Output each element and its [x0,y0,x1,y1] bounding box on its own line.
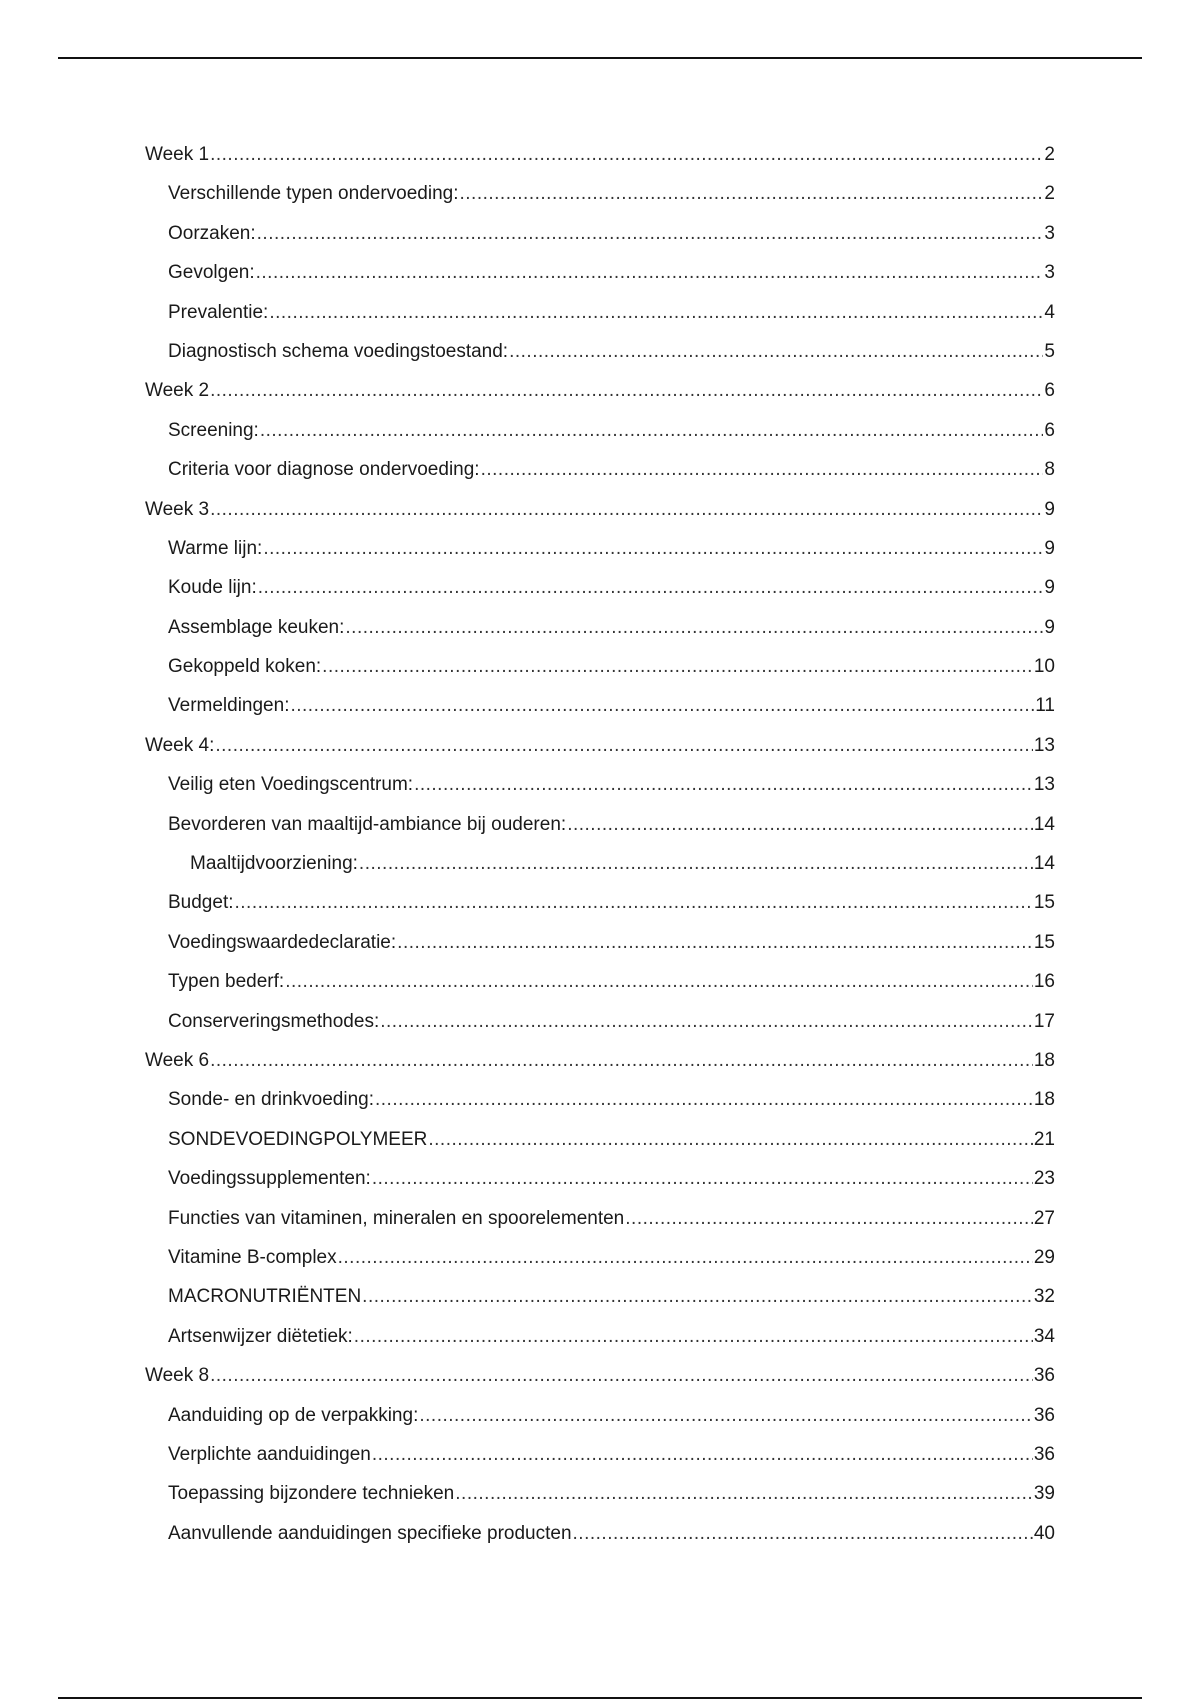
toc-entry[interactable] [145,1088,1055,1127]
toc-entry-page-number: 2 [1044,183,1055,205]
toc-entry[interactable] [145,261,1055,300]
toc-entry[interactable] [145,458,1055,497]
toc-dot-leader [210,1364,1033,1388]
toc-entry-title: Oorzaken: [168,222,256,244]
toc-entry-page-number: 6 [1044,380,1055,402]
toc-dot-leader [362,1285,1033,1309]
toc-entry-page-number: 14 [1033,853,1055,875]
toc-entry-title: Aanvullende aanduidingen specifieke producten [168,1522,572,1544]
toc-dot-leader [419,1404,1033,1428]
toc-entry-title: Vermeldingen: [168,695,290,717]
toc-entry-title: Artsenwijzer diëtetiek: [168,1325,353,1347]
toc-dot-leader [260,419,1044,443]
toc-entry-title: Screening: [168,419,259,441]
toc-dot-leader [210,1049,1033,1073]
toc-entry-page-number: 36 [1033,1365,1055,1387]
toc-entry-title: Gekoppeld koken: [168,656,322,678]
toc-dot-leader [210,379,1043,403]
toc-entry[interactable] [145,419,1055,458]
toc-entry[interactable] [145,1522,1055,1561]
toc-entry[interactable] [145,1482,1055,1521]
toc-entry-title: Week 2 [145,380,210,402]
toc-entry-title: MACRONUTRIËNTEN [168,1286,362,1308]
toc-dot-leader [455,1482,1033,1506]
toc-entry-title: Conserveringsmethodes: [168,1010,380,1032]
footer-rule [58,1697,1142,1699]
toc-entry[interactable] [145,970,1055,1009]
toc-dot-leader [210,498,1043,522]
toc-entry-page-number: 36 [1033,1404,1055,1426]
toc-entry-title: Week 3 [145,498,210,520]
toc-entry-page-number: 15 [1033,931,1055,953]
toc-entry-page-number: 18 [1033,1089,1055,1111]
toc-entry-page-number: 4 [1044,301,1055,323]
toc-entry-title: Diagnostisch schema voedingstoestand: [168,340,509,362]
toc-entry-page-number: 5 [1044,340,1055,362]
toc-dot-leader [481,458,1044,482]
toc-dot-leader [345,616,1043,640]
toc-entry[interactable] [145,1167,1055,1206]
toc-entry-title: Verschillende typen ondervoeding: [168,183,459,205]
header-rule [58,57,1142,59]
toc-dot-leader [338,1246,1033,1270]
toc-entry-title: Verplichte aanduidingen [168,1443,371,1465]
toc-entry-page-number: 32 [1033,1286,1055,1308]
toc-dot-leader [258,576,1044,600]
toc-dot-leader [509,340,1043,364]
toc-dot-leader [375,1088,1033,1112]
toc-entry-title: Functies van vitaminen, mineralen en spoorelementen [168,1207,625,1229]
toc-entry-title: Voedingssupplementen: [168,1168,371,1190]
toc-dot-leader [625,1207,1033,1231]
toc-entry-week[interactable] [145,498,1055,537]
toc-entry-title: Aanduiding op de verpakking: [168,1404,419,1426]
toc-entry-title: Week 4: [145,734,215,756]
toc-entry-page-number: 9 [1044,616,1055,638]
toc-entry-page-number: 16 [1033,971,1055,993]
toc-entry-page-number: 15 [1033,892,1055,914]
toc-dot-leader [354,1325,1033,1349]
toc-entry-page-number: 6 [1044,419,1055,441]
toc-dot-leader [290,694,1034,718]
toc-dot-leader [285,970,1033,994]
toc-entry-title: Veilig eten Voedingscentrum: [168,774,414,796]
toc-entry[interactable] [145,931,1055,970]
toc-dot-leader [372,1443,1033,1467]
toc-entry-title: SONDEVOEDINGPOLYMEER [168,1128,428,1150]
toc-entry-page-number: 40 [1033,1522,1055,1544]
toc-dot-leader [428,1128,1032,1152]
toc-entry-page-number: 17 [1033,1010,1055,1032]
toc-entry[interactable] [145,1246,1055,1285]
toc-entry-page-number: 36 [1033,1443,1055,1465]
toc-entry[interactable] [145,1443,1055,1482]
toc-entry-page-number: 9 [1044,577,1055,599]
toc-dot-leader [380,1010,1033,1034]
toc-entry-title: Sonde- en drinkvoeding: [168,1089,374,1111]
toc-entry-title: Prevalentie: [168,301,269,323]
toc-dot-leader [372,1167,1033,1191]
toc-entry-title: Typen bederf: [168,971,285,993]
toc-dot-leader [459,182,1043,206]
toc-dot-leader [397,931,1033,955]
toc-dot-leader [257,222,1044,246]
toc-entry-title: Week 1 [145,144,210,165]
toc-entry-week[interactable] [145,1049,1055,1088]
toc-entry-page-number: 21 [1033,1128,1055,1150]
toc-dot-leader [322,655,1033,679]
toc-entry-title: Voedingswaardedeclaratie: [168,931,397,953]
toc-entry-page-number: 27 [1033,1207,1055,1229]
toc-entry-page-number: 39 [1033,1483,1055,1505]
toc-entry[interactable] [145,182,1055,221]
toc-entry-week[interactable] [145,734,1055,773]
toc-entry[interactable] [145,1128,1055,1167]
toc-entry-title: Budget: [168,892,234,914]
toc-entry[interactable] [145,537,1055,576]
toc-entry[interactable] [145,1285,1055,1324]
toc-entry[interactable] [145,852,1055,891]
toc-entry-page-number: 34 [1033,1325,1055,1347]
toc-entry-title: Week 6 [145,1049,210,1071]
toc-entry-title: Toepassing bijzondere technieken [168,1483,455,1505]
toc-entry[interactable] [145,222,1055,261]
toc-entry[interactable] [145,1325,1055,1364]
toc-entry-page-number: 11 [1035,695,1055,717]
toc-dot-leader [210,143,1043,167]
toc-entry-page-number: 29 [1033,1246,1055,1268]
toc-entry[interactable] [145,1010,1055,1049]
toc-entry-title: Gevolgen: [168,262,255,284]
toc-entry-title: Koude lijn: [168,577,257,599]
toc-entry-page-number: 2 [1044,144,1055,165]
toc-dot-leader [235,891,1033,915]
toc-entry-week[interactable] [145,143,1055,182]
toc-entry-page-number: 3 [1044,222,1055,244]
toc-entry[interactable] [145,340,1055,379]
toc-entry[interactable] [145,1404,1055,1443]
toc-entry-page-number: 23 [1033,1168,1055,1190]
toc-entry-title: Criteria voor diagnose ondervoeding: [168,459,480,481]
toc-dot-leader [256,261,1044,285]
toc-entry-page-number: 13 [1033,774,1055,796]
toc-entry[interactable] [145,694,1055,733]
toc-entry-page-number: 3 [1044,262,1055,284]
toc-entry[interactable] [145,301,1055,340]
toc-entry-page-number: 18 [1033,1049,1055,1071]
toc-entry-page-number: 10 [1033,656,1055,678]
toc-dot-leader [573,1522,1033,1546]
toc-entry-page-number: 9 [1044,537,1055,559]
toc-entry[interactable] [145,813,1055,852]
toc-entry-title: Week 8 [145,1365,210,1387]
toc-dot-leader [263,537,1043,561]
toc-entry[interactable] [145,1207,1055,1246]
toc-entry[interactable] [145,891,1055,930]
toc-dot-leader [567,813,1033,837]
toc-entry[interactable] [145,655,1055,694]
toc-entry[interactable] [145,616,1055,655]
toc-entry-week[interactable] [145,379,1055,418]
toc-entry[interactable] [145,576,1055,615]
toc-entry-week[interactable] [145,1364,1055,1403]
toc-entry-title: Assemblage keuken: [168,616,345,638]
toc-entry-title: Vitamine B-complex [168,1246,337,1268]
toc-entry-title: Warme lijn: [168,537,263,559]
toc-entry[interactable] [145,773,1055,812]
toc-dot-leader [359,852,1033,876]
toc-entry-page-number: 9 [1044,498,1055,520]
table-of-contents [145,143,1055,1561]
toc-entry-title: Bevorderen van maaltijd-ambiance bij ouderen: [168,813,567,835]
toc-entry-page-number: 8 [1044,459,1055,481]
toc-entry-page-number: 13 [1033,734,1055,756]
toc-entry-title: Maaltijdvoorziening: [190,853,358,875]
toc-entry-page-number: 14 [1033,813,1055,835]
toc-dot-leader [269,301,1043,325]
toc-dot-leader [414,773,1033,797]
toc-dot-leader [215,734,1033,758]
